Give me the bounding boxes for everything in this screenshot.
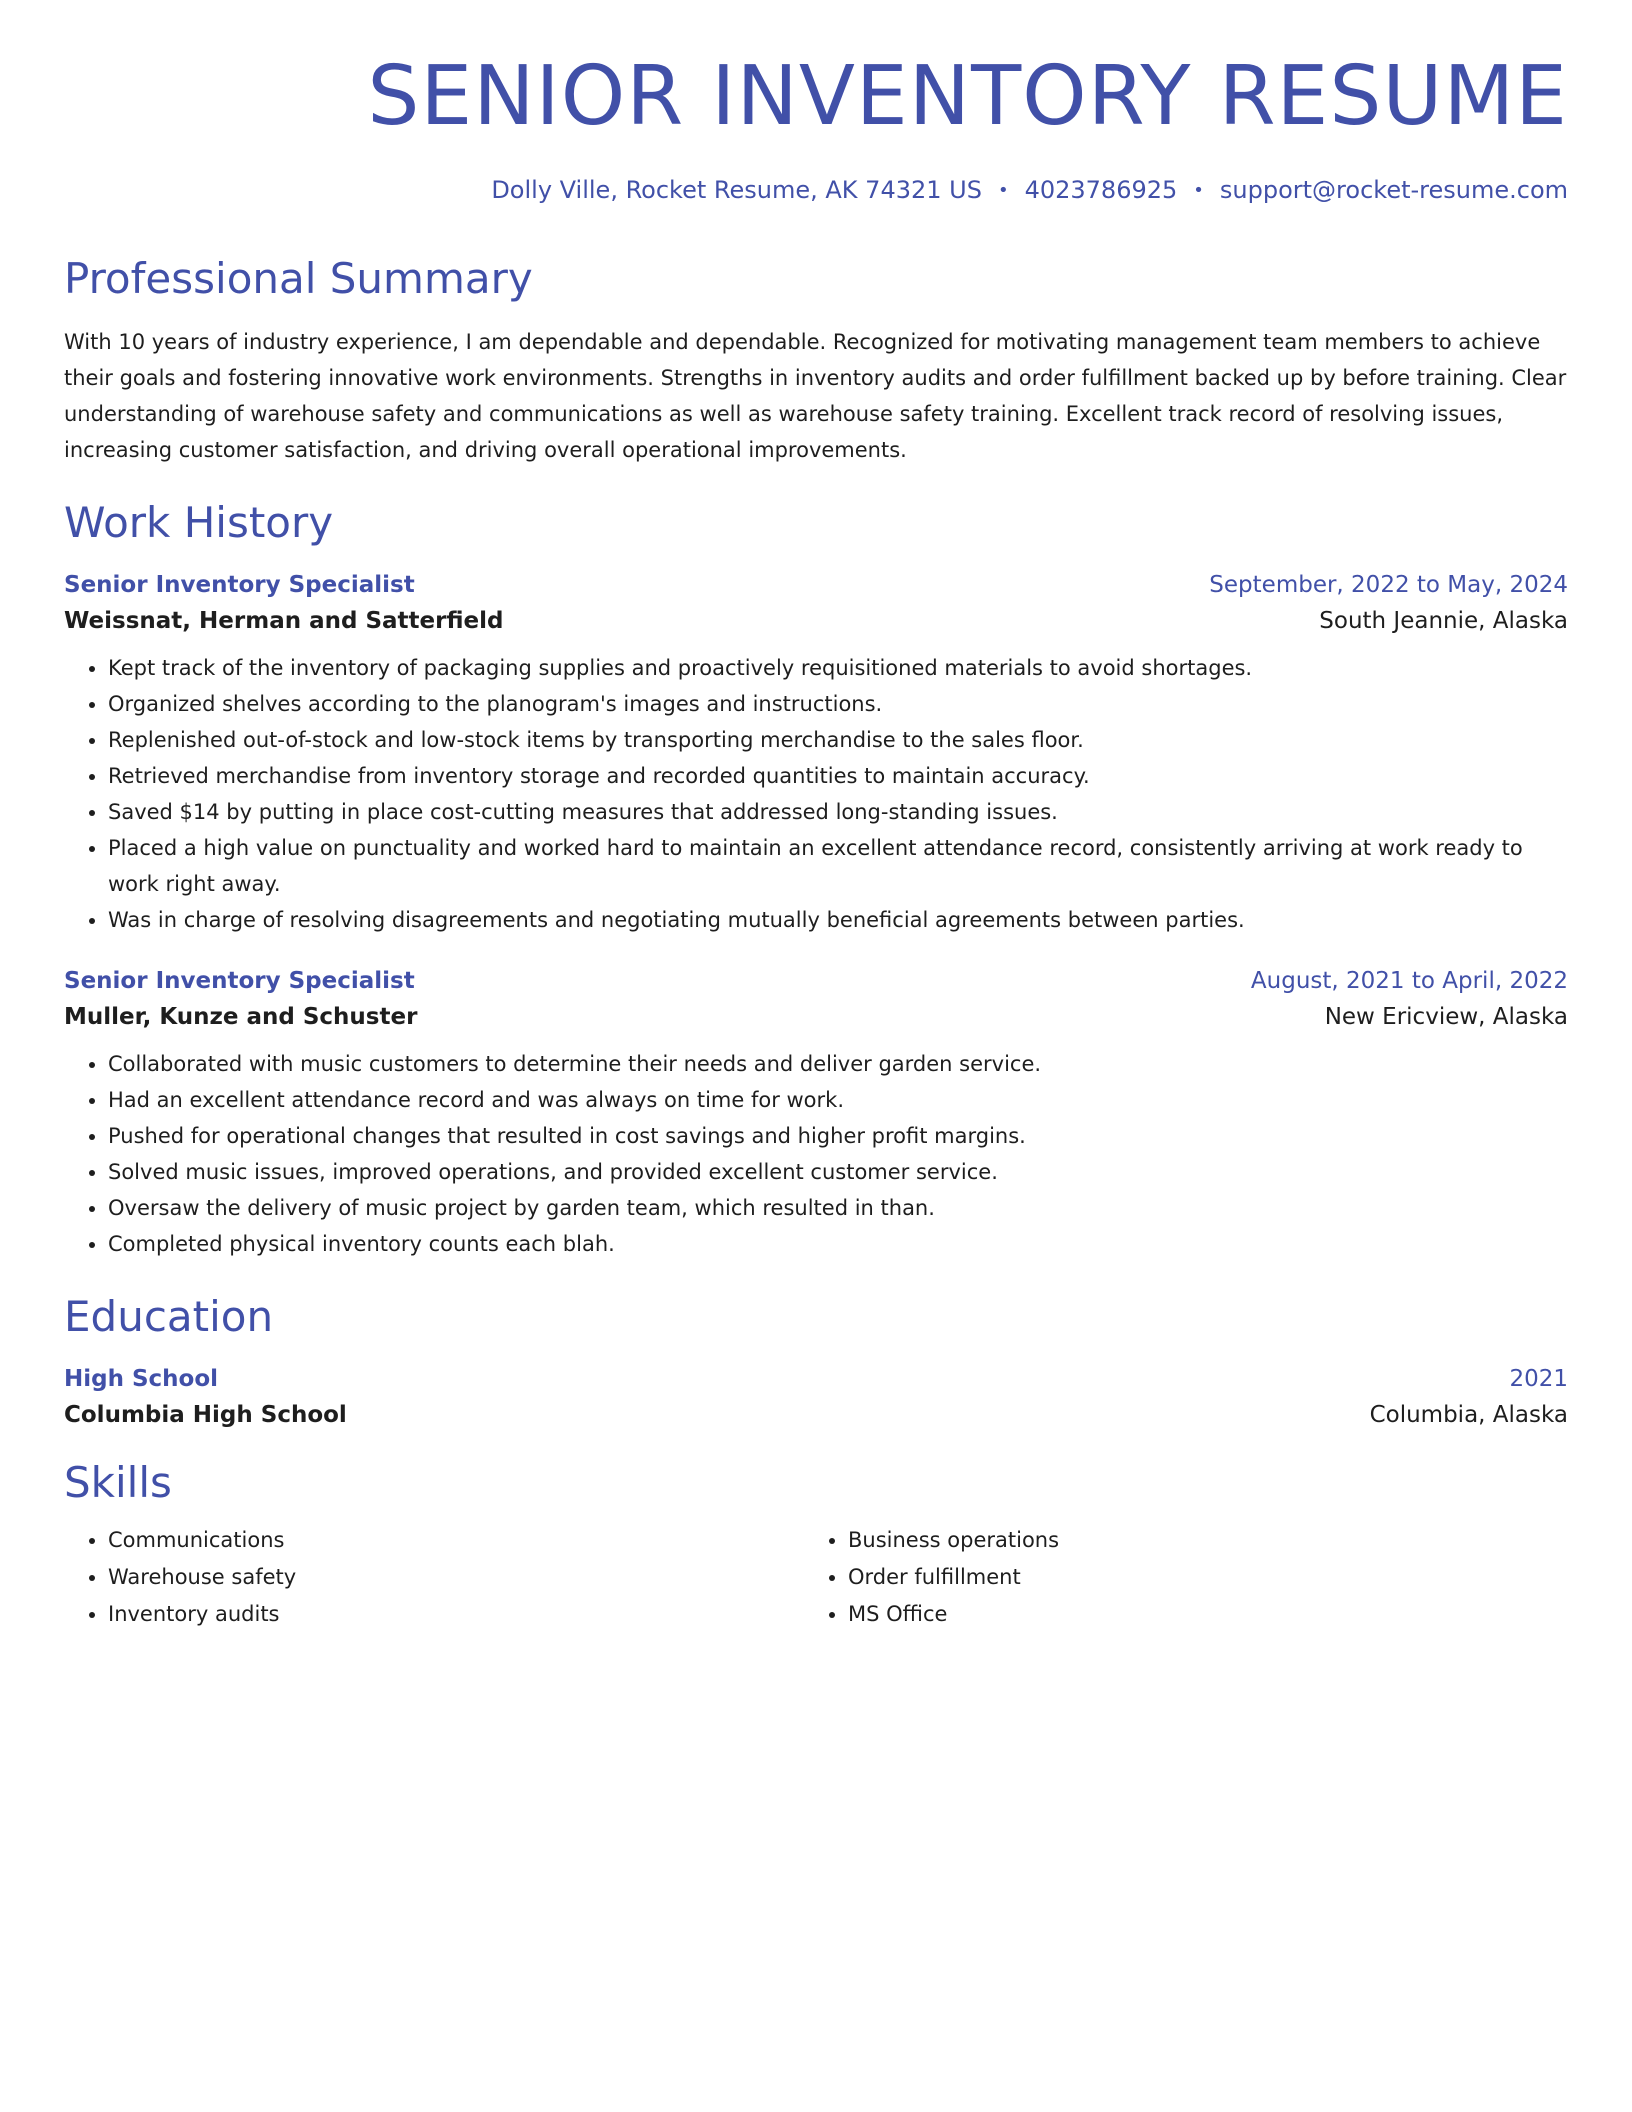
skill-item: • Warehouse safety — [108, 1559, 804, 1596]
skills-column-right — [804, 1522, 1544, 1633]
list-item: • Was in charge of resolving disagreements and negotiating mutually beneficial agreements between parties. — [108, 902, 1568, 938]
list-item: • Had an excellent attendance record and was always on time for work. — [108, 1082, 1568, 1118]
job-dates: September, 2022 to May, 2024 — [1209, 572, 1568, 598]
list-item: • Oversaw the delivery of music project by garden team, which resulted in than. — [108, 1190, 1568, 1226]
contact-separator: • — [1193, 180, 1204, 201]
list-item: • Collaborated with music customers to determine their needs and deliver garden service. — [108, 1046, 1568, 1082]
skill-item: • Business operations — [848, 1522, 1544, 1559]
list-item: • Replenished out-of-stock and low-stock items by transporting merchandise to the sales floor. — [108, 722, 1568, 758]
summary-text: With 10 years of industry experience, I am dependable and dependable. Recognized for motivating management team members to achieve their goals and fostering innovative work environments. Strengths in inventory audits and order fulfillment backed up by before training. Clear understanding of warehouse safety and communications as well as warehouse safety training. Excellent track record of resolving issues, increasing customer satisfaction, and driving overall operational improvements. — [64, 330, 1567, 462]
contact-address: Dolly Ville, Rocket Resume, AK 74321 US — [491, 176, 982, 204]
job-dates: August, 2021 to April, 2022 — [1250, 968, 1568, 994]
skill-item: • Communications — [108, 1522, 804, 1559]
education-school: Columbia High School — [64, 1402, 347, 1428]
job-bullets — [64, 650, 1568, 938]
education-heading: Education — [64, 1292, 274, 1341]
job-location: South Jeannie, Alaska — [1319, 608, 1568, 634]
education-degree: High School — [64, 1366, 219, 1392]
job-entry — [64, 572, 1568, 938]
contact-email: support@rocket-resume.com — [1219, 176, 1568, 204]
skills-list — [64, 1522, 1568, 1633]
job-company: Weissnat, Herman and Satterfield — [64, 608, 504, 634]
contact-separator: • — [997, 180, 1009, 201]
job-entry — [64, 968, 1568, 1262]
skill-item: • Order fulfillment — [848, 1559, 1544, 1596]
list-item: • Saved $14 by putting in place cost-cutting measures that addressed long-standing issues. — [108, 794, 1568, 830]
skill-item: • MS Office — [848, 1596, 1544, 1633]
list-item: • Placed a high value on punctuality and worked hard to maintain an excellent attendance record, consistently arriving at work ready to work right away. — [108, 830, 1568, 902]
list-item: • Completed physical inventory counts each blah. — [108, 1226, 1568, 1262]
list-item: • Kept track of the inventory of packaging supplies and proactively requisitioned materials to avoid shortages. — [108, 650, 1568, 686]
education-location: Columbia, Alaska — [1369, 1402, 1568, 1428]
contact-phone: 4023786925 — [1024, 176, 1178, 204]
job-company: Muller, Kunze and Schuster — [64, 1004, 418, 1030]
education-year: 2021 — [1509, 1366, 1568, 1392]
skills-heading: Skills — [64, 1458, 172, 1507]
resume-header — [64, 49, 1568, 204]
job-location: New Ericview, Alaska — [1324, 1004, 1568, 1030]
list-item: • Retrieved merchandise from inventory storage and recorded quantities to maintain accuracy. — [108, 758, 1568, 794]
contact-line — [64, 178, 1568, 202]
list-item: • Pushed for operational changes that resulted in cost savings and higher profit margins. — [108, 1118, 1568, 1154]
resume-name: SENIOR INVENTORY RESUME — [367, 49, 1568, 144]
work-history-heading: Work History — [64, 498, 334, 547]
skills-column-left — [64, 1522, 804, 1633]
list-item: • Organized shelves according to the planogram's images and instructions. — [108, 686, 1568, 722]
summary-heading: Professional Summary — [64, 254, 533, 303]
list-item: • Solved music issues, improved operations, and provided excellent customer service. — [108, 1154, 1568, 1190]
education-entry — [64, 1366, 1568, 1428]
skill-item: • Inventory audits — [108, 1596, 804, 1633]
job-bullets — [64, 1046, 1568, 1262]
job-title: Senior Inventory Specialist — [64, 968, 415, 994]
job-title: Senior Inventory Specialist — [64, 572, 415, 598]
